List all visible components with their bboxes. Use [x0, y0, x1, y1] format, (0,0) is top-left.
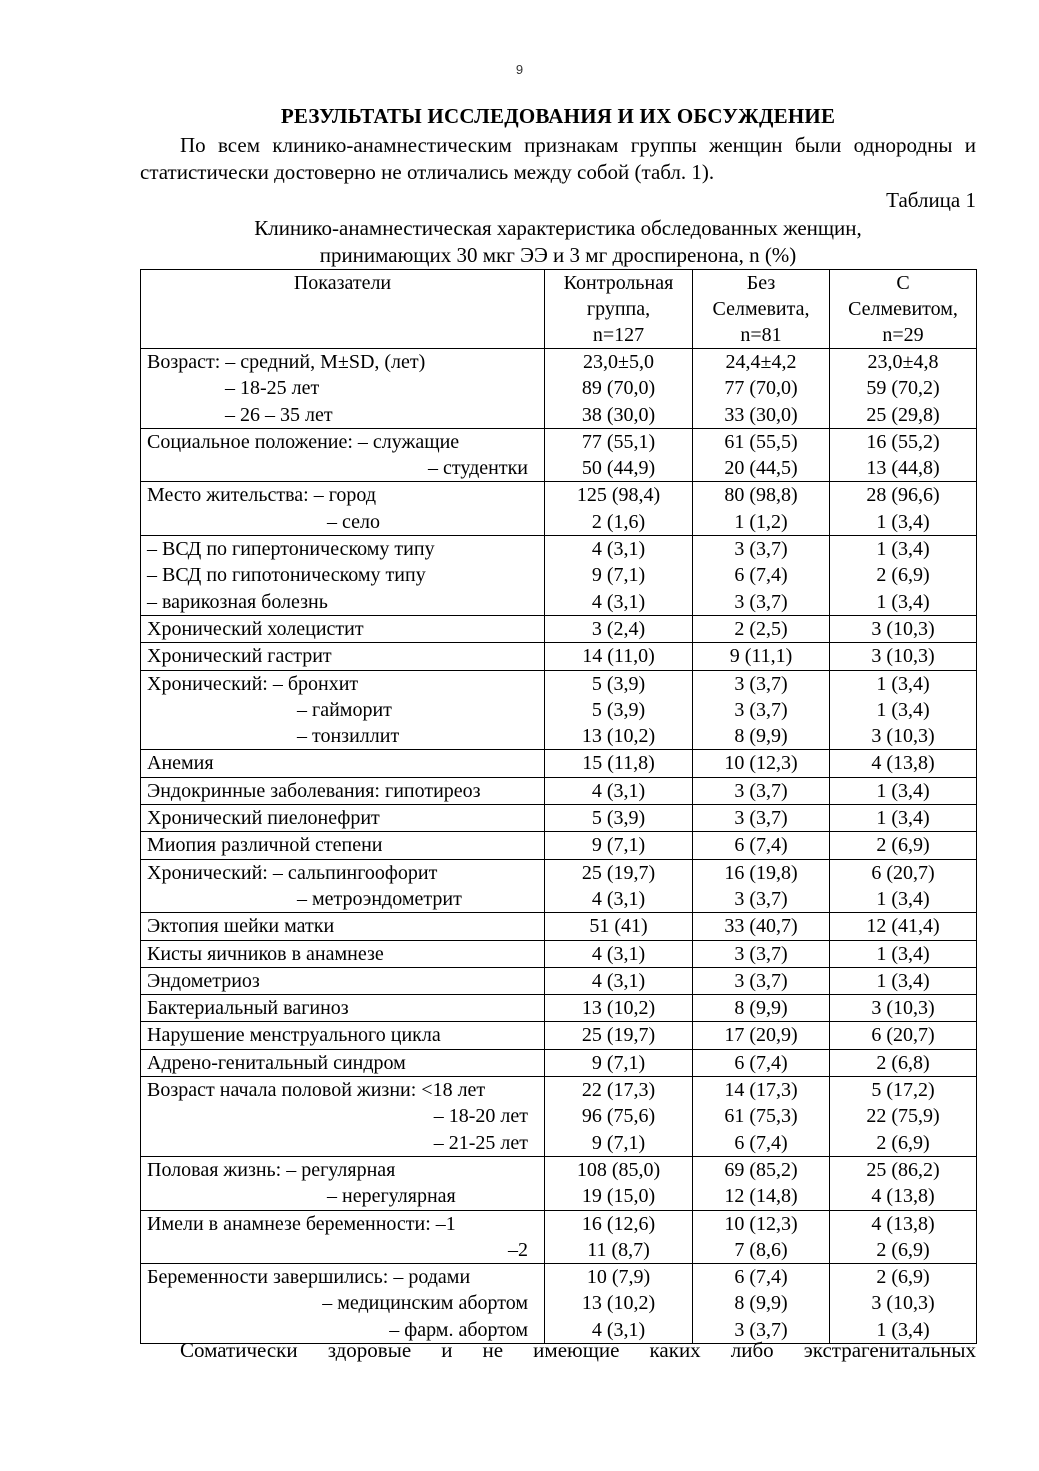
indicator-cell	[141, 1049, 545, 1076]
value: 3 (10,3)	[871, 1292, 935, 1315]
value-cell-c1	[545, 1049, 693, 1076]
table-row	[141, 805, 977, 832]
value-cell-c2	[693, 1049, 830, 1076]
indicator-cell	[141, 536, 545, 616]
column-header-line: Контрольная	[563, 272, 674, 294]
value: 33 (30,0)	[724, 403, 798, 426]
value-cell-c3	[830, 1210, 977, 1264]
value-cell-c1	[545, 967, 693, 994]
value-cell-c1	[545, 349, 693, 429]
value-cell-c1	[545, 832, 693, 859]
value-cell-c1	[545, 643, 693, 670]
value: 3 (3,7)	[734, 969, 788, 992]
indicator-label: Анемия	[147, 752, 214, 775]
page-number: 9	[515, 62, 524, 77]
table-row	[141, 482, 977, 536]
caption-line-2: принимающих 30 мкг ЭЭ и 3 мг дроспиренона, n (%)	[319, 243, 797, 267]
value-cell-c1	[545, 913, 693, 940]
value: 23,0±5,0	[583, 351, 654, 373]
value-cell-c2	[693, 536, 830, 616]
value: 14 (11,0)	[582, 645, 655, 668]
intro-text: По всем клинико-анамнестическим признакам группы женщин были однородны и статистически достоверно не отличались между собой (табл. 1).	[140, 133, 976, 184]
indicator-cell	[141, 349, 545, 429]
value-cell-c1	[545, 1264, 693, 1344]
table-label: Таблица 1	[886, 188, 976, 212]
value: 77 (70,0)	[724, 377, 798, 400]
column-header	[830, 270, 977, 349]
indicator-cell	[141, 832, 545, 859]
value-cell-c2	[693, 1264, 830, 1344]
value: 1 (3,4)	[876, 698, 930, 721]
value-cell-c1	[545, 670, 693, 750]
table-row	[141, 1049, 977, 1076]
indicator-label: Хронический гастрит	[147, 645, 332, 668]
value: 3 (10,3)	[871, 997, 935, 1020]
indicator-label: Нарушение менструального цикла	[147, 1024, 441, 1047]
value: 2 (6,9)	[876, 1131, 930, 1154]
value: 3 (3,7)	[734, 538, 788, 561]
indicator-cell	[141, 1022, 545, 1049]
value: 9 (7,1)	[591, 564, 646, 587]
indicator-cell	[141, 967, 545, 994]
value-cell-c1	[545, 428, 693, 482]
table-row	[141, 940, 977, 967]
indicator-label: – медицинским абортом	[322, 1292, 528, 1315]
value: 19 (15,0)	[581, 1185, 656, 1208]
indicator-label: – нерегулярная	[327, 1185, 456, 1208]
indicator-label: Хронический: – сальпингоофорит	[147, 861, 438, 884]
value-cell-c1	[545, 615, 693, 642]
value: 25 (19,7)	[581, 861, 656, 884]
value: 1 (3,4)	[876, 969, 930, 992]
value: 9 (7,1)	[591, 834, 646, 857]
value: 9 (7,1)	[591, 1051, 646, 1074]
value: 4 (3,1)	[591, 942, 646, 965]
value-cell-c1	[545, 1156, 693, 1210]
indicator-label: – 18-25 лет	[225, 377, 320, 400]
indicator-cell	[141, 805, 545, 832]
table-row	[141, 428, 977, 482]
value: 9 (11,1)	[729, 645, 793, 668]
value: 1 (3,4)	[876, 942, 930, 965]
value: 4 (3,1)	[591, 969, 646, 992]
column-header	[693, 270, 830, 349]
value: 6 (7,4)	[734, 1051, 788, 1074]
column-header-line: Показатели	[293, 272, 392, 294]
value: 11 (8,7)	[587, 1238, 650, 1261]
indicator-label: Хронический пиелонефрит	[147, 807, 380, 830]
column-header-line: n=29	[882, 324, 924, 346]
value-cell-c2	[693, 1156, 830, 1210]
value: 77 (55,1)	[581, 430, 656, 453]
indicator-label: Беременности завершились: – родами	[147, 1266, 471, 1289]
indicator-label: Бактериальный вагиноз	[147, 997, 349, 1020]
indicator-label: – студентки	[427, 457, 528, 480]
value: 5 (3,9)	[591, 807, 646, 830]
value-cell-c1	[545, 1077, 693, 1157]
value-cell-c3	[830, 859, 977, 913]
value: 80 (98,8)	[724, 484, 798, 507]
value-cell-c1	[545, 536, 693, 616]
column-header-line: n=81	[740, 324, 782, 346]
value-cell-c2	[693, 995, 830, 1022]
value-cell-c1	[545, 995, 693, 1022]
value: 13 (44,8)	[866, 457, 940, 480]
value-cell-c2	[693, 859, 830, 913]
value-cell-c2	[693, 967, 830, 994]
value: 12 (14,8)	[724, 1185, 798, 1208]
table-row	[141, 1210, 977, 1264]
value: 20 (44,5)	[724, 457, 798, 480]
value: 6 (7,4)	[734, 564, 788, 587]
indicator-label: Социальное положение: – служащие	[147, 430, 460, 453]
value: 3 (3,7)	[734, 779, 788, 802]
column-header	[141, 270, 545, 349]
value-cell-c3	[830, 482, 977, 536]
value: 38 (30,0)	[581, 403, 656, 426]
table-row	[141, 832, 977, 859]
value-cell-c3	[830, 670, 977, 750]
indicator-label: – 26 – 35 лет	[225, 403, 333, 426]
value: 2 (6,9)	[876, 834, 930, 857]
indicator-label: Место жительства: – город	[147, 484, 377, 507]
value-cell-c3	[830, 1022, 977, 1049]
value-cell-c3	[830, 913, 977, 940]
value: 1 (3,4)	[876, 538, 930, 561]
value: 33 (40,7)	[724, 915, 798, 938]
column-header	[545, 270, 693, 349]
value: 8 (9,9)	[734, 997, 788, 1020]
value: 59 (70,2)	[866, 377, 940, 400]
indicator-label: – ВСД по гипертоническому типу	[147, 538, 435, 561]
table-header-row	[141, 270, 977, 349]
table-row	[141, 1264, 977, 1344]
value: 13 (10,2)	[581, 997, 656, 1020]
value-cell-c3	[830, 1156, 977, 1210]
indicator-label: – 18-20 лет	[433, 1105, 528, 1128]
value: 3 (10,3)	[871, 725, 935, 748]
value: 5 (3,9)	[591, 698, 646, 721]
value: 2 (2,5)	[734, 617, 788, 640]
indicator-label: Адрено-генитальный синдром	[147, 1051, 406, 1074]
value: 25 (19,7)	[581, 1024, 656, 1047]
characteristics-table	[140, 269, 977, 1344]
indicator-cell	[141, 995, 545, 1022]
value: 12 (41,4)	[866, 915, 940, 938]
value-cell-c2	[693, 1022, 830, 1049]
indicator-cell	[141, 482, 545, 536]
table-row	[141, 1156, 977, 1210]
value-cell-c3	[830, 1077, 977, 1157]
value: 3 (3,7)	[734, 672, 788, 695]
table-row	[141, 777, 977, 804]
value: 3 (3,7)	[734, 887, 788, 910]
value: 2 (6,9)	[876, 1238, 930, 1261]
value: 3 (2,4)	[591, 617, 646, 640]
value: 69 (85,2)	[724, 1158, 798, 1181]
value-cell-c1	[545, 482, 693, 536]
value-cell-c2	[693, 913, 830, 940]
indicator-label: Возраст: – средний, M±SD, (лет)	[147, 351, 426, 373]
value-cell-c2	[693, 482, 830, 536]
value: 1 (3,4)	[876, 590, 930, 613]
value: 6 (7,4)	[734, 1266, 788, 1289]
indicator-label: Имели в анамнезе беременности: –1	[147, 1212, 456, 1235]
value: 16 (12,6)	[581, 1212, 656, 1235]
indicator-label: Эктопия шейки матки	[147, 915, 335, 938]
value: 108 (85,0)	[576, 1158, 661, 1181]
table-row	[141, 349, 977, 429]
value: 61 (55,5)	[724, 430, 798, 453]
value: 22 (75,9)	[866, 1105, 940, 1128]
indicator-cell	[141, 670, 545, 750]
value: 1 (3,4)	[876, 887, 930, 910]
value: 3 (10,3)	[871, 645, 935, 668]
value-cell-c2	[693, 670, 830, 750]
indicator-cell	[141, 1210, 545, 1264]
value: 2 (1,6)	[591, 510, 646, 533]
value: 3 (10,3)	[871, 617, 935, 640]
value: 16 (55,2)	[866, 430, 940, 453]
value: 2 (6,9)	[876, 1266, 930, 1289]
value-cell-c1	[545, 805, 693, 832]
value: 6 (20,7)	[871, 1024, 935, 1047]
table-caption	[140, 215, 976, 269]
value: 6 (7,4)	[734, 1131, 788, 1154]
value: 3 (3,7)	[734, 698, 788, 721]
indicator-cell	[141, 750, 545, 777]
value: 17 (20,9)	[724, 1024, 798, 1047]
column-header-line: n=127	[592, 324, 645, 346]
table-row	[141, 995, 977, 1022]
value-cell-c2	[693, 940, 830, 967]
indicator-label: – село	[327, 510, 380, 533]
table-row	[141, 750, 977, 777]
indicator-label: – фарм. абортом	[389, 1318, 528, 1341]
indicator-label: – метроэндометрит	[297, 887, 462, 910]
indicator-cell	[141, 859, 545, 913]
value: 16 (19,8)	[724, 861, 798, 884]
value: 1 (3,4)	[876, 672, 930, 695]
column-header-line: С	[896, 272, 910, 294]
value: 10 (12,3)	[724, 752, 798, 775]
indicator-label: – варикозная болезнь	[147, 590, 328, 613]
value: 96 (75,6)	[581, 1105, 656, 1128]
value: 2 (6,9)	[876, 564, 930, 587]
indicator-label: – ВСД по гипотоническому типу	[147, 564, 426, 587]
value: 10 (12,3)	[724, 1212, 798, 1235]
column-header-line: Селмевита,	[712, 298, 810, 320]
table-row	[141, 967, 977, 994]
value: 51 (41)	[589, 915, 648, 938]
value-cell-c2	[693, 805, 830, 832]
value-cell-c2	[693, 832, 830, 859]
value: 24,4±4,2	[725, 351, 797, 373]
value: 5 (3,9)	[591, 672, 646, 695]
value: 3 (3,7)	[734, 590, 788, 613]
indicator-label: Миопия различной степени	[147, 834, 383, 857]
indicator-cell	[141, 913, 545, 940]
value-cell-c1	[545, 940, 693, 967]
value: 3 (3,7)	[734, 807, 788, 830]
value: 4 (13,8)	[871, 752, 935, 775]
indicator-label: Хронический холецистит	[147, 617, 364, 640]
table-row	[141, 913, 977, 940]
value: 13 (10,2)	[581, 1292, 656, 1315]
value-cell-c2	[693, 777, 830, 804]
value: 15 (11,8)	[582, 752, 655, 775]
value-cell-c3	[830, 967, 977, 994]
value: 50 (44,9)	[581, 457, 656, 480]
indicator-cell	[141, 1156, 545, 1210]
value: 8 (9,9)	[734, 1292, 788, 1315]
value-cell-c1	[545, 1210, 693, 1264]
indicator-label: Половая жизнь: – регулярная	[147, 1158, 396, 1181]
value: 25 (29,8)	[866, 403, 940, 426]
value-cell-c3	[830, 1264, 977, 1344]
value: 14 (17,3)	[724, 1079, 798, 1102]
value-cell-c2	[693, 428, 830, 482]
value: 4 (3,1)	[591, 538, 646, 561]
value-cell-c3	[830, 1049, 977, 1076]
value-cell-c3	[830, 750, 977, 777]
indicator-cell	[141, 940, 545, 967]
indicator-label: Эндокринные заболевания: гипотиреоз	[147, 779, 481, 802]
value: 8 (9,9)	[734, 725, 788, 748]
column-header-line: Селмевитом,	[848, 298, 958, 320]
column-header-line: группа,	[586, 298, 651, 320]
value-cell-c2	[693, 615, 830, 642]
table-row	[141, 859, 977, 913]
indicator-label: Эндометриоз	[147, 969, 260, 992]
caption-line-1: Клинико-анамнестическая характеристика обследованных женщин,	[254, 216, 862, 240]
value-cell-c3	[830, 995, 977, 1022]
indicator-cell	[141, 615, 545, 642]
indicator-label: –2	[508, 1238, 528, 1261]
indicator-label: Хронический: – бронхит	[147, 672, 359, 695]
value: 4 (3,1)	[591, 887, 646, 910]
indicator-label: – тонзиллит	[297, 725, 400, 748]
value: 3 (3,7)	[734, 942, 788, 965]
value-cell-c3	[830, 428, 977, 482]
value: 13 (10,2)	[581, 725, 656, 748]
value: 4 (3,1)	[591, 779, 646, 802]
value: 61 (75,3)	[724, 1105, 798, 1128]
table-row	[141, 670, 977, 750]
value: 1 (1,2)	[734, 510, 788, 533]
indicator-label: Кисты яичников в анамнезе	[147, 942, 384, 965]
value: 89 (70,0)	[581, 377, 656, 400]
value: 1 (3,4)	[876, 807, 930, 830]
value: 22 (17,3)	[581, 1079, 656, 1102]
indicator-label: – 21-25 лет	[433, 1131, 528, 1154]
indicator-label: Возраст начала половой жизни: <18 лет	[147, 1079, 486, 1102]
table-row	[141, 1077, 977, 1157]
value-cell-c3	[830, 643, 977, 670]
value: 1 (3,4)	[876, 1318, 930, 1341]
value-cell-c2	[693, 750, 830, 777]
value: 25 (86,2)	[866, 1158, 940, 1181]
value: 6 (20,7)	[871, 861, 935, 884]
indicator-label: – гайморит	[297, 698, 392, 721]
value-cell-c1	[545, 777, 693, 804]
closing-paragraph: Соматически здоровые и не имеющие каких либо экстрагенитальных	[180, 1338, 976, 1362]
value-cell-c2	[693, 1077, 830, 1157]
value-cell-c3	[830, 940, 977, 967]
value: 7 (8,6)	[734, 1238, 788, 1261]
indicator-cell	[141, 777, 545, 804]
table-row	[141, 643, 977, 670]
value-cell-c3	[830, 805, 977, 832]
indicator-cell	[141, 1264, 545, 1344]
value: 5 (17,2)	[871, 1079, 935, 1102]
value: 23,0±4,8	[867, 351, 939, 373]
column-header-line: Без	[746, 272, 776, 294]
indicator-cell	[141, 428, 545, 482]
table-row	[141, 536, 977, 616]
value: 4 (13,8)	[871, 1212, 935, 1235]
indicator-cell	[141, 643, 545, 670]
value-cell-c3	[830, 536, 977, 616]
value: 6 (7,4)	[734, 834, 788, 857]
indicator-cell	[141, 1077, 545, 1157]
table-row	[141, 615, 977, 642]
value: 1 (3,4)	[876, 779, 930, 802]
value-cell-c2	[693, 643, 830, 670]
value-cell-c3	[830, 349, 977, 429]
value: 1 (3,4)	[876, 510, 930, 533]
value-cell-c1	[545, 750, 693, 777]
value: 10 (7,9)	[586, 1266, 651, 1289]
value: 4 (13,8)	[871, 1185, 935, 1208]
value-cell-c1	[545, 859, 693, 913]
value-cell-c2	[693, 349, 830, 429]
value-cell-c3	[830, 615, 977, 642]
value: 28 (96,6)	[866, 484, 940, 507]
value: 4 (3,1)	[591, 590, 646, 613]
value: 9 (7,1)	[591, 1131, 646, 1154]
value: 125 (98,4)	[576, 484, 661, 507]
value: 2 (6,8)	[876, 1051, 930, 1074]
value-cell-c2	[693, 1210, 830, 1264]
intro-paragraph	[140, 132, 976, 186]
value: 3 (3,7)	[734, 1318, 788, 1341]
table-row	[141, 1022, 977, 1049]
value-cell-c3	[830, 832, 977, 859]
value-cell-c1	[545, 1022, 693, 1049]
value-cell-c3	[830, 777, 977, 804]
value: 4 (3,1)	[591, 1318, 646, 1341]
section-heading: РЕЗУЛЬТАТЫ ИССЛЕДОВАНИЯ И ИХ ОБСУЖДЕНИЕ	[280, 104, 836, 128]
